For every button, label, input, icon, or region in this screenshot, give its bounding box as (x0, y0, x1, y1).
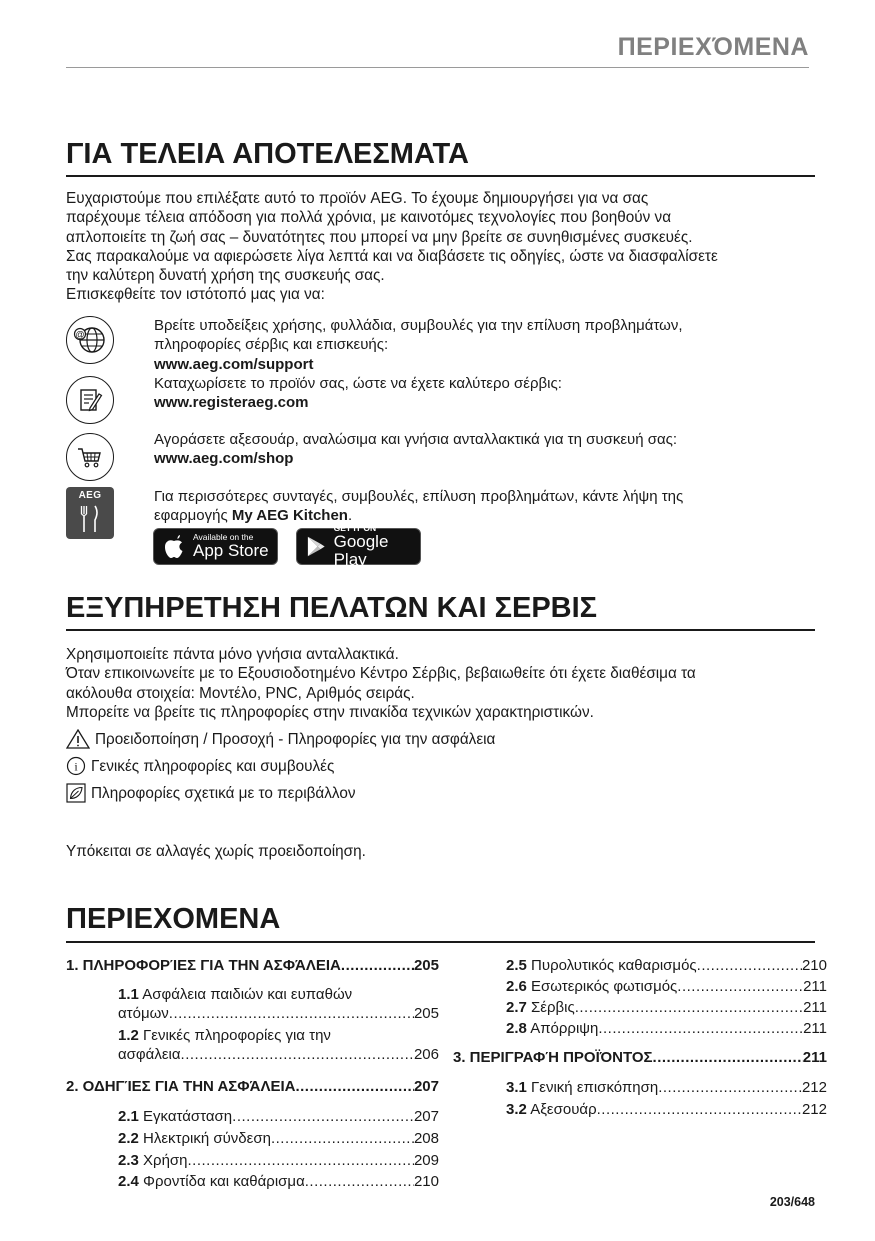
register-form-icon (66, 376, 114, 424)
register-line: Καταχωρίσετε το προϊόν σας, ώστε να έχετε καλύτερο σέρβις: (154, 375, 562, 392)
toc-item-3-1-link[interactable]: 3.1 Γενική επισκόπηση ..... 212 (506, 1078, 827, 1097)
legend-text: Πληροφορίες σχετικά με το περιβάλλον (91, 784, 356, 802)
toc-item-2-5-link[interactable]: 2.5 Πυρολυτικός καθαρισμός ..... 210 (506, 956, 827, 975)
legend-row-info (66, 756, 334, 776)
toc-item-1-1-link[interactable]: 1.1 Ασφάλεια παιδιών και ευπαθών ατόμων ..... 205 (118, 985, 439, 1023)
warning-triangle-icon (66, 729, 90, 749)
toc-item-2-1-link[interactable]: 2.1 Εγκατάσταση ..... 207 (118, 1107, 439, 1126)
aeg-app-icon (66, 487, 114, 539)
shop-line: Αγοράσετε αξεσουάρ, αναλώσιμα και γνήσια ανταλλακτικά για τη συσκευή σας: (154, 431, 678, 448)
shop-link-text (154, 430, 824, 469)
intro-paragraph (66, 189, 826, 305)
legend-row-environment (66, 783, 355, 803)
support-line: Βρείτε υποδείξεις χρήσης, φυλλάδια, συμβουλές για την επίλυση προβλημάτων, (154, 317, 683, 334)
intro-line: παρέχουμε τέλεια απόδοση για πολλά χρόνια, με καινοτόμες τεχνολογίες που βοηθούν να (66, 209, 672, 227)
aeg-app-brand: AEG (78, 490, 102, 501)
toc-chapter-1-link[interactable]: 1. ΠΛΗΡΟΦΟΡΊΕΣ ΓΙΑ ΤΗΝ ΑΣΦΆΛΕΙΑ ..... 205 (66, 956, 439, 975)
globe-at-icon (66, 316, 114, 364)
app-store-badge[interactable] (153, 528, 278, 565)
service-line: Όταν επικοινωνείτε με το Εξουσιοδοτημένο Κέντρο Σέρβις, βεβαιωθείτε ότι έχετε διαθέσιμα τα (66, 665, 696, 683)
header-divider (66, 67, 809, 68)
toc-item-1-2-link[interactable]: 1.2 Γενικές πληροφορίες για την ασφάλεια ..... 206 (118, 1026, 439, 1064)
google-play-icon (306, 535, 326, 558)
service-line: Μπορείτε να βρείτε τις πληροφορίες στην πινακίδα τεχνικών χαρακτηριστικών. (66, 703, 594, 721)
intro-line: την καλύτερη δυνατή χρήση της συσκευής σας. (66, 267, 385, 285)
intro-line: Σας παρακαλούμε να αφιερώσετε λίγα λεπτά και να διαβάσετε τις οδηγίες, ώστε να διασφαλίσετε (66, 247, 718, 265)
toc-item-2-6-link[interactable]: 2.6 Εσωτερικός φωτισμός ..... 211 (506, 977, 827, 996)
shopping-cart-icon (66, 433, 114, 481)
service-line: ακόλουθα στοιχεία: Μοντέλο, PNC, Αριθμός σειράς. (66, 684, 415, 702)
service-line: Χρησιμοποιείτε πάντα μόνο γνήσια ανταλλακτικά. (66, 646, 399, 663)
support-link-text (154, 316, 824, 374)
toc-item-3-2-link[interactable]: 3.2 Αξεσουάρ ..... 212 (506, 1100, 827, 1119)
toc-item-2-2-link[interactable]: 2.2 Ηλεκτρική σύνδεση ..... 208 (118, 1129, 439, 1148)
register-url-link[interactable]: www.registeraeg.com (154, 394, 309, 412)
cutlery-icon (79, 504, 101, 534)
toc-chapter-2-link[interactable]: 2. ΟΔΗΓΊΕΣ ΓΙΑ ΤΗΝ ΑΣΦΆΛΕΙΑ ..... 207 (66, 1077, 439, 1096)
app-promo-line: Για περισσότερες συνταγές, συμβουλές, επίλυση προβλημάτων, κάντε λήψη της (154, 488, 684, 505)
disclaimer-text: Υπόκειται σε αλλαγές χωρίς προειδοποίηση. (66, 843, 366, 860)
app-name: My AEG Kitchen (231, 507, 348, 525)
toc-item-2-3-link[interactable]: 2.3 Χρήση ..... 209 (118, 1151, 439, 1170)
shop-url-link[interactable]: www.aeg.com/shop (154, 450, 294, 468)
section-divider (66, 941, 815, 943)
app-promo-text (154, 487, 824, 526)
page-number: 203/648 (769, 1195, 815, 1209)
support-url-link[interactable]: www.aeg.com/support (154, 355, 314, 373)
intro-line: Επισκεφθείτε τον ιστότοπό μας για να: (66, 286, 325, 304)
toc-item-2-7-link[interactable]: 2.7 Σέρβις ..... 211 (506, 998, 827, 1017)
app-promo-prefix: εφαρμογής (154, 507, 232, 525)
apple-icon (164, 535, 184, 559)
info-icon (66, 756, 86, 776)
section-title-contents: ΠΕΡΙΕΧΟΜΕΝΑ (66, 903, 281, 935)
legend-text: Γενικές πληροφορίες και συμβουλές (91, 757, 335, 775)
svg-text:i: i (74, 759, 78, 774)
running-header-title: ΠΕΡΙΕΧΌΜΕΝΑ (617, 33, 809, 61)
section-divider (66, 175, 815, 177)
register-link-text (154, 374, 824, 413)
google-play-badge[interactable] (296, 523, 421, 569)
toc-item-2-8-link[interactable]: 2.8 Απόρριψη ..... 211 (506, 1019, 827, 1038)
toc-chapter-3-link[interactable]: 3. ΠΕΡΙΓΡΑΦΉ ΠΡΟΪΌΝΤΟΣ ..... 211 (453, 1048, 827, 1067)
legend-text: Προειδοποίηση / Προσοχή - Πληροφορίες για την ασφάλεια (95, 730, 496, 748)
section-title-perfect-results: ΓΙΑ ΤΕΛΕΙΑ ΑΠΟΤΕΛΕΣΜΑΤΑ (66, 138, 469, 170)
app-store-small-text: Available on the (193, 532, 254, 542)
leaf-icon (66, 783, 86, 803)
intro-line: απλοποιείτε τη ζωή σας – δυνατότητες που μπορεί να μην βρείτε σε συνηθισμένες συσκευές. (66, 228, 693, 246)
app-promo-suffix: . (347, 507, 353, 525)
google-play-big-text: Google Play (333, 532, 389, 569)
section-divider (66, 629, 815, 631)
support-line: πληροφορίες σέρβις και επισκευής: (154, 336, 389, 354)
section-title-customer-service: ΕΞΥΠΗΡΕΤΗΣΗ ΠΕΛΑΤΩΝ ΚΑΙ ΣΕΡΒΙΣ (66, 592, 598, 624)
service-paragraph (66, 645, 826, 722)
svg-text:@: @ (75, 329, 85, 340)
legend-row-warning (66, 729, 495, 749)
app-store-big-text: App Store (193, 541, 269, 560)
toc-item-2-4-link[interactable]: 2.4 Φροντίδα και καθάρισμα ..... 210 (118, 1172, 439, 1191)
google-play-small-text: GET IT ON (333, 523, 377, 533)
intro-line: Ευχαριστούμε που επιλέξατε αυτό το προϊόν AEG. Το έχουμε δημιουργήσει για να σας (66, 190, 649, 207)
